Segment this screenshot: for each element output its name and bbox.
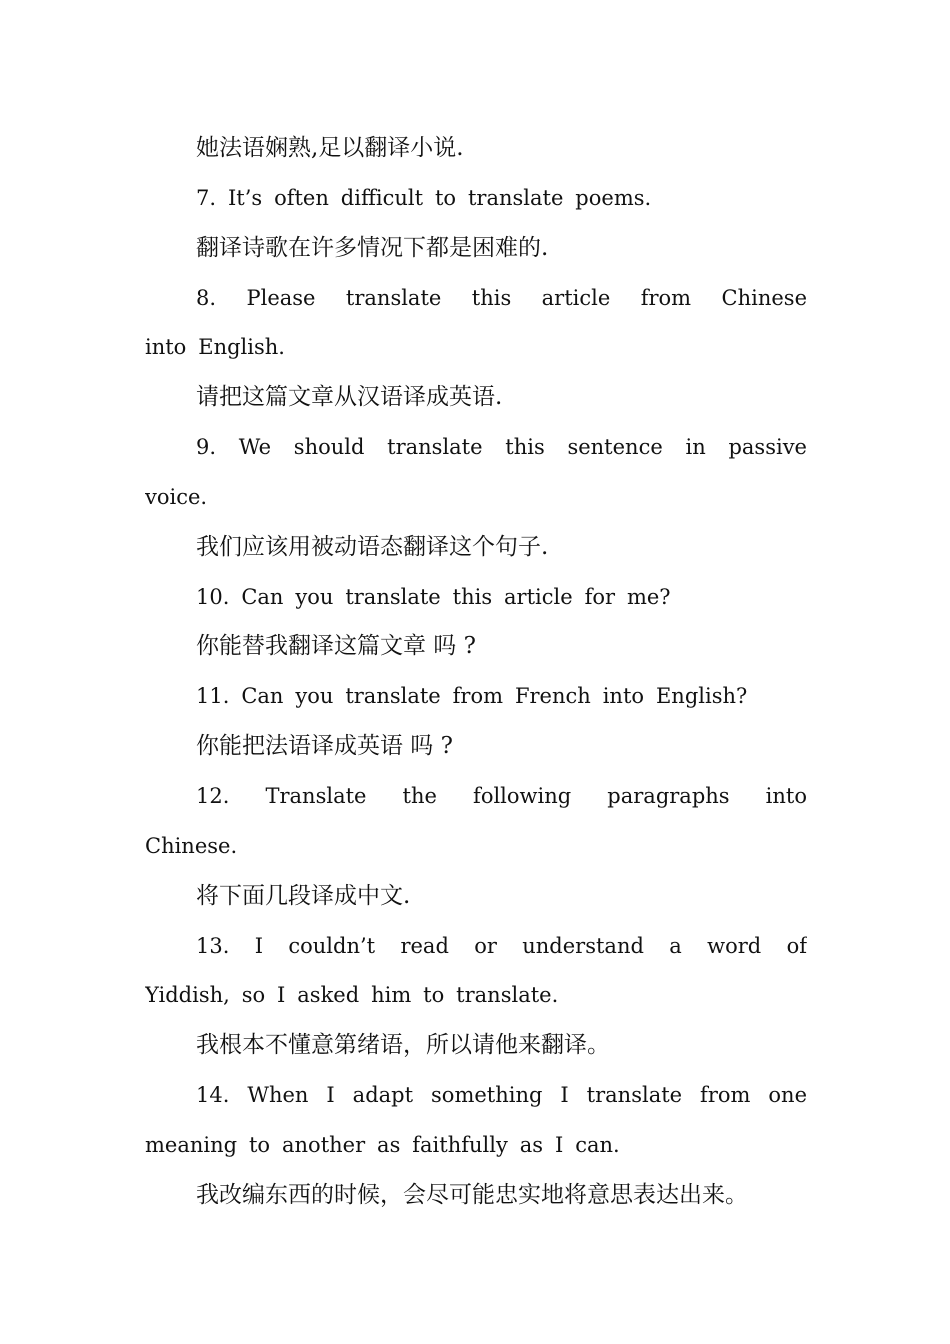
text-line-6: 请把这篇文章从汉语译成英语. bbox=[196, 384, 503, 411]
text-line-12: 11. Can you translate from French into English? bbox=[196, 684, 748, 709]
text-line-19: 我根本不懂意第绪语，所以请他来翻译。 bbox=[196, 1032, 610, 1059]
text-line-13: 你能把法语译成英语 吗 ? bbox=[196, 733, 453, 760]
text-line-17: 13. I couldn’t read or understand a word of bbox=[196, 933, 807, 958]
text-line-22: 我改编东西的时候，会尽可能忠实地将意思表达出来。 bbox=[196, 1181, 748, 1208]
text-line-15: Chinese. bbox=[145, 833, 238, 858]
text-line-3: 翻译诗歌在许多情况下都是困难的. bbox=[196, 234, 549, 261]
text-line-10: 10. Can you translate this article for me? bbox=[196, 584, 671, 609]
text-line-16: 将下面几段译成中文. bbox=[196, 882, 411, 909]
text-line-9: 我们应该用被动语态翻译这个句子. bbox=[196, 533, 549, 560]
text-column bbox=[145, 124, 807, 1221]
text-line-7: 9. We should translate this sentence in passive bbox=[196, 435, 807, 460]
text-line-5: into English. bbox=[145, 335, 285, 360]
text-line-18: Yiddish, so I asked him to translate. bbox=[145, 983, 559, 1008]
text-line-2: 7. It’s often difficult to translate poems. bbox=[196, 185, 652, 210]
text-line-11: 你能替我翻译这篇文章 吗 ? bbox=[196, 633, 476, 660]
text-line-20: 14. When I adapt something I translate from one bbox=[196, 1083, 807, 1108]
text-line-14: 12. Translate the following paragraphs into bbox=[196, 783, 807, 808]
text-line-4: 8. Please translate this article from Chinese bbox=[196, 285, 807, 310]
text-line-21: meaning to another as faithfully as I can. bbox=[145, 1132, 620, 1157]
text-line-1: 她法语娴熟,足以翻译小说. bbox=[196, 135, 464, 161]
text-line-8: voice. bbox=[145, 484, 208, 509]
